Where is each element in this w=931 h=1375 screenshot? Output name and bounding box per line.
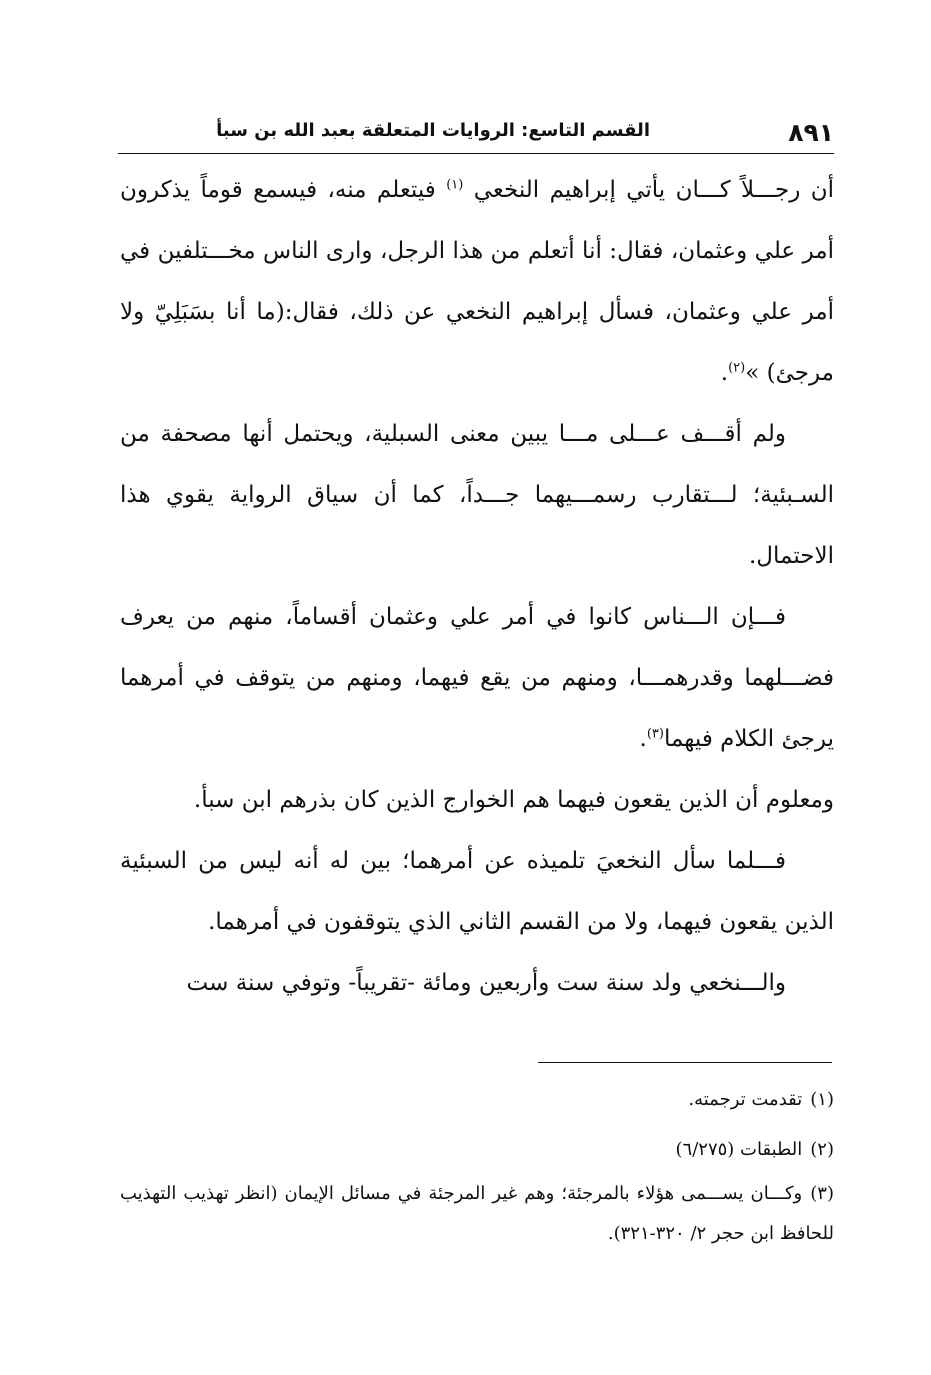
paragraph-1	[120, 160, 834, 404]
footnote-1	[120, 1080, 834, 1120]
paragraph-text: فـــلما سأل النخعيَ تلميذه عن أمرهما؛ بين له أنه ليس من السبئية الذين يقعون فيهما، ولا من القسم الثاني الذي يتوقفون في أمرهما.	[120, 848, 834, 935]
footnote-number: (٣)	[810, 1183, 834, 1204]
footnote-2	[120, 1130, 834, 1170]
paragraph-3	[120, 587, 834, 770]
main-text	[120, 160, 834, 1014]
paragraph-2	[120, 404, 834, 587]
paragraph-text: .	[720, 360, 729, 386]
paragraph-text: والـــنخعي ولد سنة ست وأربعين ومائة -تقريباً- وتوفي سنة ست	[186, 970, 786, 996]
paragraph-4	[120, 770, 834, 831]
chapter-title: القسم التاسع: الروايات المتعلقة بعبد الله بن سبأ	[216, 120, 650, 141]
paragraph-text: ومعلوم أن الذين يقعون فيهما هم الخوارج الذين كان بذرهم ابن سبأ.	[193, 787, 834, 813]
footnote-number: (١)	[810, 1089, 834, 1110]
footnotes	[120, 1080, 834, 1254]
paragraph-text: فيتعلم منه، فيسمع قوماً يذكرون أمر علي وعثمان، فقال: أنا أتعلم من هذا الرجل، وارى الناس مخـــتلفين في أمر علي وعثمان، فسأل إبراهيم النخعي عن ذلك، فقال:(ما أنا بسَبَلِيّ ولا مرجئ) »	[120, 177, 834, 386]
paragraph-text: .	[639, 726, 647, 752]
paragraph-6	[120, 953, 834, 1014]
footnote-text: الطبقات (٦/٢٧٥)	[675, 1139, 803, 1160]
paragraph-text: فـــإن الـــناس كانوا في أمر علي وعثمان أقساماً، منهم من يعرف فضـــلهما وقدرهمـــا، ومنهم من يقع فيهما، ومنهم من يتوقف في أمرهما يرجئ الكلام فيهما	[120, 604, 834, 752]
footnote-3	[120, 1174, 834, 1254]
paragraph-text: ولم أقـــف عـــلى مـــا يبين معنى السبلية، ويحتمل أنها مصحفة من السـبئية؛ لـــتقارب رسمـــيهما جـــداً، كما أن سياق الرواية يقوي هذا الاحتمال.	[120, 421, 834, 569]
footnote-divider	[538, 1062, 832, 1063]
footnote-ref[interactable]: (٣)	[646, 726, 664, 742]
running-header	[118, 112, 834, 152]
footnote-number: (٢)	[810, 1139, 834, 1160]
page-number: ٨٩١	[788, 118, 834, 147]
footnote-ref[interactable]: (٢)	[728, 360, 746, 376]
footnote-text: وكـــان يســـمى هؤلاء بالمرجئة؛ وهم غير المرجئة في مسائل الإيمان (انظر تهذيب التهذيب للحافظ ابن حجر ٢/ ٣٢٠-٣٢١).	[120, 1183, 834, 1244]
paragraph-5	[120, 831, 834, 953]
paragraph-text: أن رجـــلاً كـــان يأتي إبراهيم النخعي	[463, 177, 835, 203]
footnote-text: تقدمت ترجمته.	[688, 1089, 803, 1110]
footnote-ref[interactable]: (١)	[446, 177, 464, 193]
header-divider	[118, 153, 834, 154]
